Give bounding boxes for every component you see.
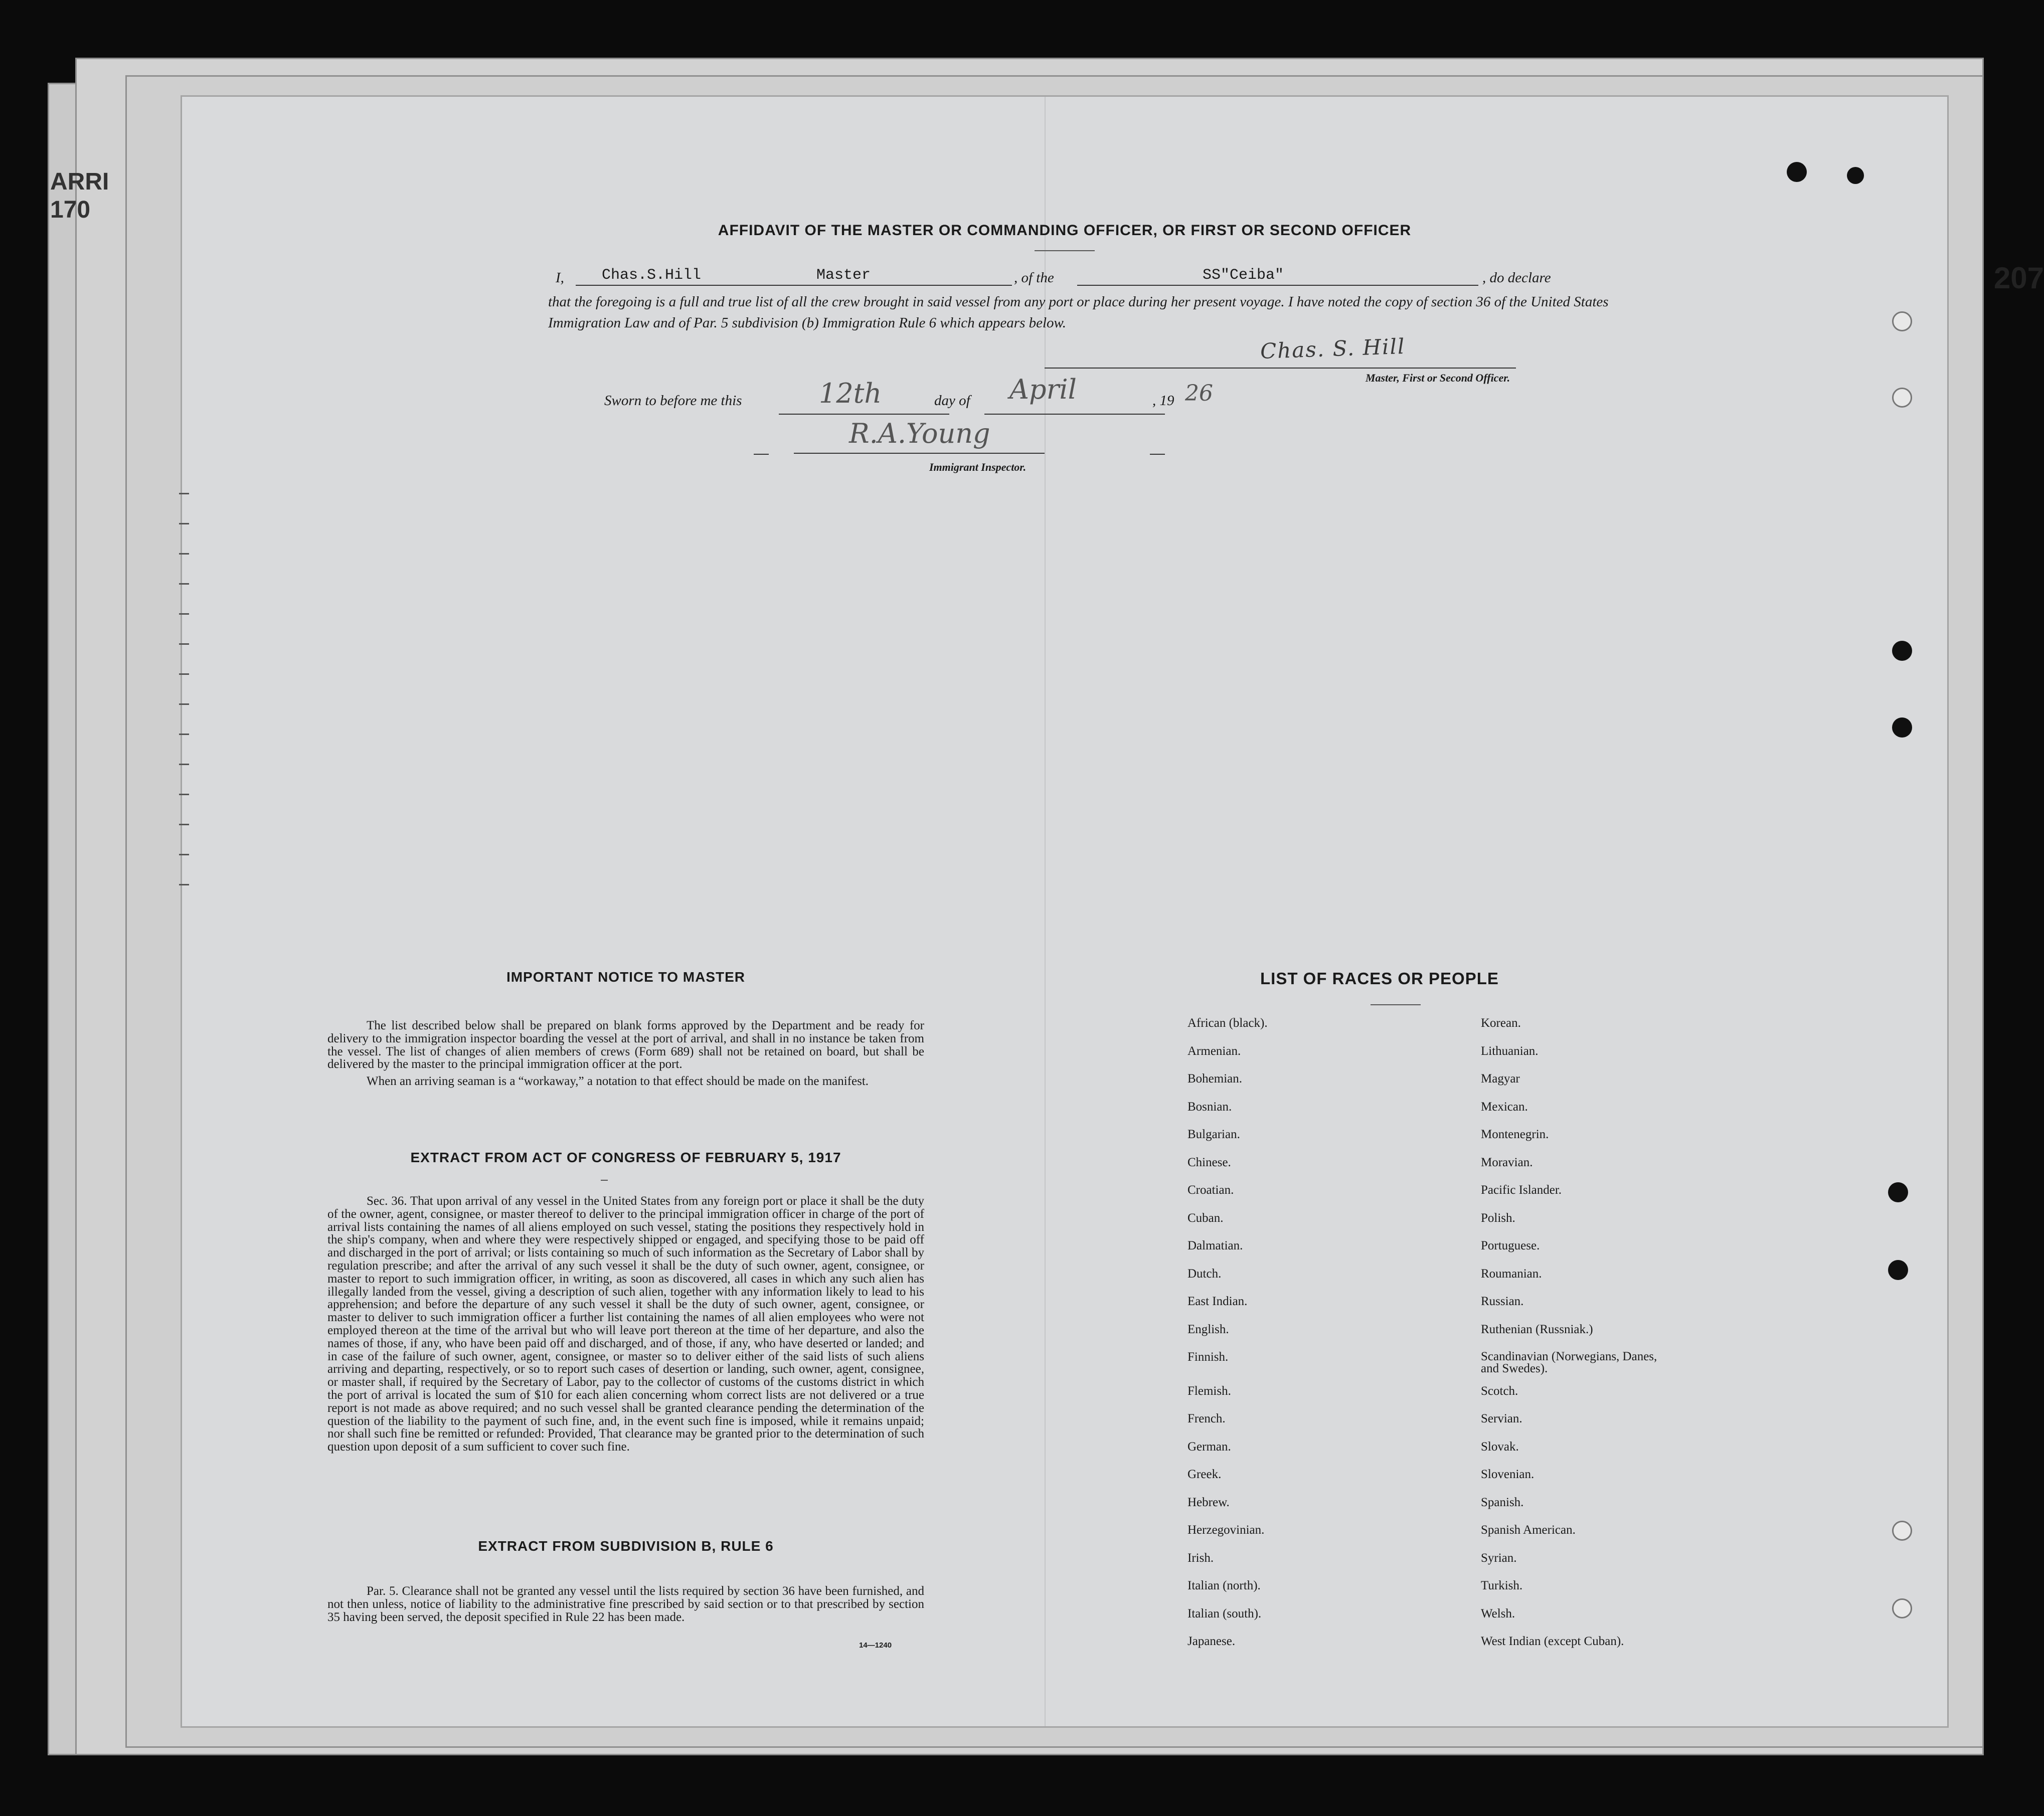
margin-tick bbox=[179, 794, 189, 795]
day-value: 12th bbox=[819, 378, 882, 409]
race-item: Dalmatian. bbox=[1187, 1239, 1243, 1252]
race-item: Servian. bbox=[1481, 1412, 1522, 1425]
margin-tick bbox=[179, 643, 189, 645]
inspector-line-dash bbox=[1150, 454, 1165, 455]
races-title: LIST OF RACES OR PEOPLE bbox=[1260, 969, 1499, 988]
margin-tick bbox=[179, 493, 189, 494]
title-rule bbox=[1035, 250, 1095, 251]
rule-extract-title: EXTRACT FROM SUBDIVISION B, RULE 6 bbox=[478, 1538, 774, 1554]
race-item: Armenian. bbox=[1187, 1044, 1241, 1058]
notice-body bbox=[327, 1019, 924, 1088]
affidavit-title: AFFIDAVIT OF THE MASTER OR COMMANDING OFFICER, OR FIRST OR SECOND OFFICER bbox=[718, 222, 1412, 239]
race-item: Turkish. bbox=[1481, 1579, 1523, 1592]
race-item: French. bbox=[1187, 1412, 1226, 1425]
master-name-value: Chas.S.Hill bbox=[602, 267, 702, 284]
race-item: Roumanian. bbox=[1481, 1266, 1542, 1281]
background-page-number: 207 bbox=[1993, 261, 2044, 295]
race-item: Mexican. bbox=[1481, 1100, 1528, 1114]
margin-tick bbox=[179, 824, 189, 825]
race-item: Croatian. bbox=[1187, 1183, 1234, 1197]
form-number: 14—1240 bbox=[859, 1641, 892, 1650]
race-item: Moravian. bbox=[1481, 1155, 1533, 1169]
race-item: African (black). bbox=[1187, 1016, 1268, 1030]
race-item: Cuban. bbox=[1187, 1211, 1224, 1225]
punch-hole bbox=[1892, 717, 1912, 738]
race-item: Bosnian. bbox=[1187, 1100, 1232, 1114]
month-underline bbox=[984, 414, 1165, 415]
rank-value: Master bbox=[816, 267, 871, 284]
race-item: Finnish. bbox=[1187, 1350, 1229, 1364]
punch-hole bbox=[1847, 167, 1864, 184]
act-extract-text: Sec. 36. That upon arrival of any vessel in the United States from any foreign port or place it shall be the duty of the owner, agent, consignee, or master thereof to deliver to the principal immigration officer in charge of the port of arrival lists containing the names of all aliens employed on such vessel, stating the positions they respectively hold in the ship's company, when and where they were respectively shipped or engaged, and specifying those to be paid off and discharged in the port of arrival; or lists containing so much of such information as the Secretary of Labor shall by regulation prescribe; and after the arrival of any such vessel it shall be the duty of such owner, agent, consignee, or master to report to such immigration officer, in writing, as soon as discovered, all cases in which any such alien has illegally landed from the vessel, giving a description of such alien, together with any information likely to lead to his apprehension; and before the departure of any such vessel it shall be the duty of such owner, agent, consignee, or master to deliver to such immigration officer a further list containing the names of all alien employees who were not employed thereon at the time of the arrival but who will leave port thereon at the time of her departure, and also the names of those, if any, who have been paid off and discharged, and of those, if any, who have deserted or landed; and in case of the failure of such owner, agent, consignee, or master so to deliver either of the said lists of such aliens arriving and departing, respectively, or so to report such cases of desertion or landing, such owner, agent, consignee, or master shall, if required by the Secretary of Labor, pay to the collector of customs of the customs district in which the port of arrival is located the sum of $10 for each alien concerning whom correct lists are not delivered or a true report is not made as above required; and no such vessel shall be granted clearance pending the determination of the question of the liability to the payment of such fine, and, in the event such fine is imposed, while it remains unpaid; nor shall such fine be remitted or refunded: Provided, That clearance may be granted prior to the determination of such question upon deposit of a sum sufficient to cover such fine. bbox=[327, 1194, 924, 1454]
race-item: Pacific Islander. bbox=[1481, 1183, 1562, 1197]
punch-hole bbox=[1888, 1182, 1908, 1202]
race-item: Slovak. bbox=[1481, 1439, 1519, 1454]
of-the-label: , of the bbox=[1014, 270, 1054, 286]
binder-ring bbox=[1892, 1521, 1912, 1541]
race-item: West Indian (except Cuban). bbox=[1481, 1635, 1624, 1648]
document-sheet bbox=[181, 95, 1949, 1728]
margin-tick bbox=[179, 703, 189, 705]
fold-line bbox=[1045, 97, 1046, 1726]
race-item: Magyar bbox=[1481, 1072, 1520, 1085]
race-item: Bulgarian. bbox=[1187, 1128, 1240, 1141]
race-item: Scandinavian (Norwegians, Danes, and Swedes). bbox=[1481, 1350, 1657, 1375]
sworn-label: Sworn to before me this bbox=[604, 393, 742, 409]
margin-tick bbox=[179, 884, 189, 885]
inspector-line bbox=[794, 453, 1045, 454]
race-item: Hebrew. bbox=[1187, 1495, 1230, 1509]
declaration-line bbox=[556, 267, 1679, 290]
signature-line bbox=[1045, 368, 1516, 369]
notice-paragraph: The list described below shall be prepared on blank forms approved by the Department and be ready for delivery to the immigration inspector boarding the vessel at the port of arrival, and shall in no instance be taken from the vessel. The list of changes of alien members of crews (Form 689) shall not be retained on board, but shall be delivered by the master to the principal immigration officer at the port. bbox=[327, 1019, 924, 1071]
race-item: Herzegovinian. bbox=[1187, 1523, 1265, 1537]
margin-tick bbox=[179, 613, 189, 615]
margin-tick bbox=[179, 523, 189, 524]
race-item: Greek. bbox=[1187, 1468, 1222, 1481]
inspector-caption: Immigrant Inspector. bbox=[929, 461, 1027, 473]
race-item: Montenegrin. bbox=[1481, 1128, 1549, 1141]
year-prefix: , 19 bbox=[1152, 393, 1174, 409]
race-item: Welsh. bbox=[1481, 1606, 1515, 1620]
notice-paragraph: When an arriving seaman is a “workaway,” a notation to that effect should be made on the manifest. bbox=[367, 1074, 869, 1088]
race-item: Japanese. bbox=[1187, 1635, 1236, 1648]
race-item: Spanish American. bbox=[1481, 1523, 1576, 1537]
month-value: April bbox=[1009, 374, 1077, 405]
inspector-line-dash bbox=[754, 454, 769, 455]
vessel-underline bbox=[1077, 285, 1478, 286]
year-value: 26 bbox=[1185, 381, 1213, 406]
vessel-value: SS"Ceiba" bbox=[1203, 267, 1284, 284]
race-item: German. bbox=[1187, 1439, 1231, 1454]
name-underline bbox=[576, 285, 1012, 286]
race-item: Chinese. bbox=[1187, 1155, 1231, 1169]
race-item: Flemish. bbox=[1187, 1384, 1231, 1398]
race-item: Irish. bbox=[1187, 1551, 1214, 1565]
act-extract-title: EXTRACT FROM ACT OF CONGRESS OF FEBRUARY 5, 1917 bbox=[410, 1150, 841, 1165]
punch-hole bbox=[1888, 1260, 1908, 1280]
do-declare-label: , do declare bbox=[1482, 270, 1551, 286]
race-item: Syrian. bbox=[1481, 1551, 1517, 1565]
race-item: Slovenian. bbox=[1481, 1468, 1535, 1481]
binder-ring bbox=[1892, 311, 1912, 331]
margin-tick bbox=[179, 734, 189, 735]
race-item: Italian (south). bbox=[1187, 1606, 1262, 1620]
race-item: Korean. bbox=[1481, 1016, 1521, 1030]
section-rule bbox=[601, 1180, 608, 1181]
margin-tick bbox=[179, 583, 189, 585]
background-arrival-fragment: ARRI 170 bbox=[50, 168, 109, 223]
act-extract-body bbox=[327, 1195, 924, 1454]
races-title-rule bbox=[1371, 1004, 1421, 1005]
race-item: Dutch. bbox=[1187, 1266, 1222, 1281]
binder-ring bbox=[1892, 1598, 1912, 1618]
rule-extract-text: Par. 5. Clearance shall not be granted any vessel until the lists required by section 36 have been furnished, and not then unless, notice of liability to the administrative fine prescribed by said section or to that prescribed by section 35 having been served, the deposit specified in Rule 22 has been made. bbox=[327, 1584, 924, 1624]
punch-hole bbox=[1787, 162, 1807, 182]
race-item: Ruthenian (Russniak.) bbox=[1481, 1322, 1593, 1336]
race-item: Bohemian. bbox=[1187, 1072, 1243, 1085]
notice-title: IMPORTANT NOTICE TO MASTER bbox=[506, 969, 746, 985]
signature-caption: Master, First or Second Officer. bbox=[1366, 372, 1510, 384]
rule-extract-body bbox=[327, 1585, 924, 1623]
margin-tick bbox=[179, 854, 189, 855]
race-item: Italian (north). bbox=[1187, 1579, 1261, 1592]
binder-ring bbox=[1892, 388, 1912, 408]
margin-tick bbox=[179, 764, 189, 765]
race-item: East Indian. bbox=[1187, 1295, 1248, 1308]
master-signature: Chas. S. Hill bbox=[1260, 333, 1406, 364]
day-underline bbox=[779, 414, 949, 415]
race-item: English. bbox=[1187, 1322, 1229, 1336]
punch-hole bbox=[1892, 641, 1912, 661]
day-of-label: day of bbox=[934, 393, 970, 409]
race-item: Portuguese. bbox=[1481, 1239, 1540, 1252]
race-item: Lithuanian. bbox=[1481, 1044, 1539, 1058]
race-item: Scotch. bbox=[1481, 1384, 1518, 1398]
margin-tick bbox=[179, 553, 189, 555]
race-item: Russian. bbox=[1481, 1295, 1524, 1308]
i-label: I, bbox=[556, 270, 564, 286]
inspector-signature: R.A.Young bbox=[849, 418, 990, 449]
race-item: Spanish. bbox=[1481, 1495, 1524, 1509]
declaration-text: that the foregoing is a full and true list of all the crew brought in said vessel from any port or place during her present voyage. I have noted the copy of section 36 of the United States Immigration Law and of Par. 5 subdivision (b) Immigration Rule 6 which appears below. bbox=[548, 294, 1609, 331]
margin-tick bbox=[179, 673, 189, 675]
race-item: Polish. bbox=[1481, 1211, 1515, 1225]
